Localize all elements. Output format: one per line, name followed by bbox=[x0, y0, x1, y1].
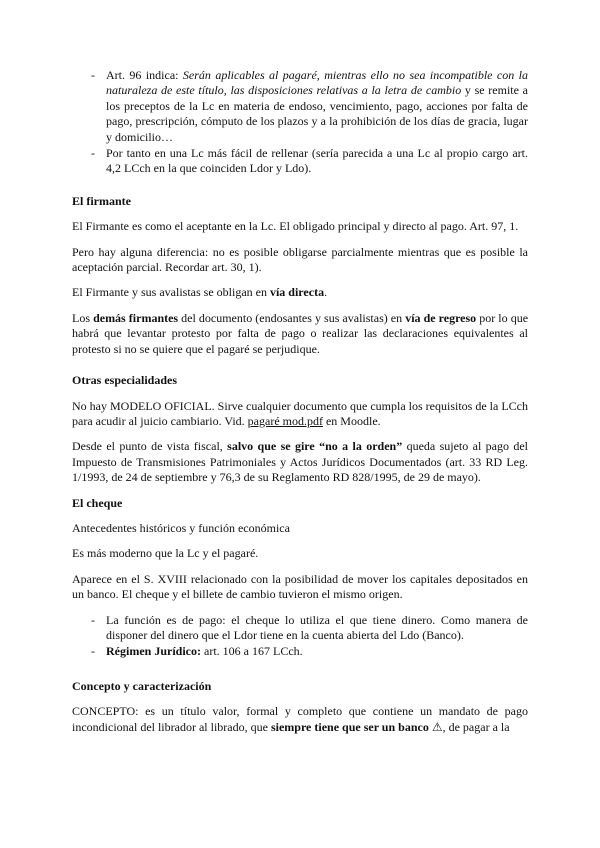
list-item: - Régimen Jurídico: art. 106 a 167 LCch. bbox=[91, 644, 303, 659]
paragraph: Desde el punto de vista fiscal, salvo que se gire “no a la orden” queda sujeto al pago del Impuesto de Transmisiones Patrimoniales y Actos Jurídicos Documentados (art. 33 RD Leg. 1/1993, de 24 de septiembre y 76,3 de su Reglamento RD 828/1995, de 29 de mayo). bbox=[72, 439, 529, 485]
pagare-pdf-link[interactable]: pagaré mod.pdf bbox=[247, 413, 323, 428]
paragraph: Antecedentes históricos y función económica bbox=[72, 520, 290, 535]
list-item: - La función es de pago: el cheque lo utiliza el que tiene dinero. Como manera de disponer del dinero que el Ldor tiene en la cuenta abierta del Ldo (Banco). bbox=[91, 612, 528, 642]
bullet-dash: - bbox=[91, 612, 95, 627]
bullet-dash: - bbox=[91, 146, 95, 161]
paragraph: Los demás firmantes del documento (endosantes y sus avalistas) en vía de regreso por lo que habrá que levantar protesto por falta de pago o realizar las declaraciones equivalentes al protesto si no se quiere que el pagaré se perjudique. bbox=[72, 310, 529, 356]
bullet-dash: - bbox=[91, 644, 95, 659]
paragraph: Aparece en el S. XVIII relacionado con la posibilidad de mover los capitales depositados en un banco. El cheque y el billete de cambio tuvieron el mismo origen. bbox=[72, 571, 528, 602]
list-item: - Art. 96 indica: Serán aplicables al pagaré, mientras ello no sea incompatible con la naturaleza de este título, las disposiciones relativas a la letra de cambio y se remite a los preceptos de la Lc en materia de endoso, vencimiento, pago, acciones por falta de pago, prescripción, cómputo de los plazos y a la prohibición de los días de gracia, lugar y domicilio… bbox=[91, 68, 528, 144]
page-content bbox=[72, 68, 528, 745]
paragraph: No hay MODELO OFICIAL. Sirve cualquier documento que cumpla los requisitos de la LCch para acudir al juicio cambiario. Vid. pagaré mod.pdf en Moodle. bbox=[72, 398, 528, 428]
paragraph: El Firmante y sus avalistas se obligan en vía directa. bbox=[72, 285, 328, 300]
cheque-bullet-list bbox=[72, 613, 528, 660]
bullet-dash: - bbox=[91, 68, 95, 82]
quoted-text: Serán aplicables al pagaré, mientras ello no sea incompatible con la naturaleza de este título, las disposiciones relativas a la letra de cambio bbox=[106, 68, 528, 98]
section-heading-firmante: El firmante bbox=[72, 193, 131, 208]
paragraph: El Firmante es como el aceptante en la Lc. El obligado principal y directo al pago. Art. 97, 1. bbox=[72, 219, 519, 234]
paragraph: Pero hay alguna diferencia: no es posible obligarse parcialmente mientras que es posible la aceptación parcial. Recordar art. 30, 1). bbox=[72, 244, 528, 275]
intro-bullet-list bbox=[72, 68, 528, 177]
section-heading-otras: Otras especialidades bbox=[72, 373, 177, 388]
warning-icon: ⚠ bbox=[428, 719, 443, 734]
section-heading-concepto: Concepto y caracterización bbox=[72, 678, 212, 693]
list-item: - Por tanto en una Lc más fácil de rellenar (sería parecida a una Lc al propio cargo art. 4,2 LCch en la que coinciden Ldor y Ldo). bbox=[91, 146, 528, 176]
paragraph: Es más moderno que la Lc y el pagaré. bbox=[72, 546, 259, 561]
section-heading-cheque: El cheque bbox=[72, 495, 123, 510]
paragraph: CONCEPTO: es un título valor, formal y completo que contiene un mandato de pago incondicional del librador al librado, que siempre tiene que ser un banco ⚠, de pagar a la bbox=[72, 704, 528, 734]
